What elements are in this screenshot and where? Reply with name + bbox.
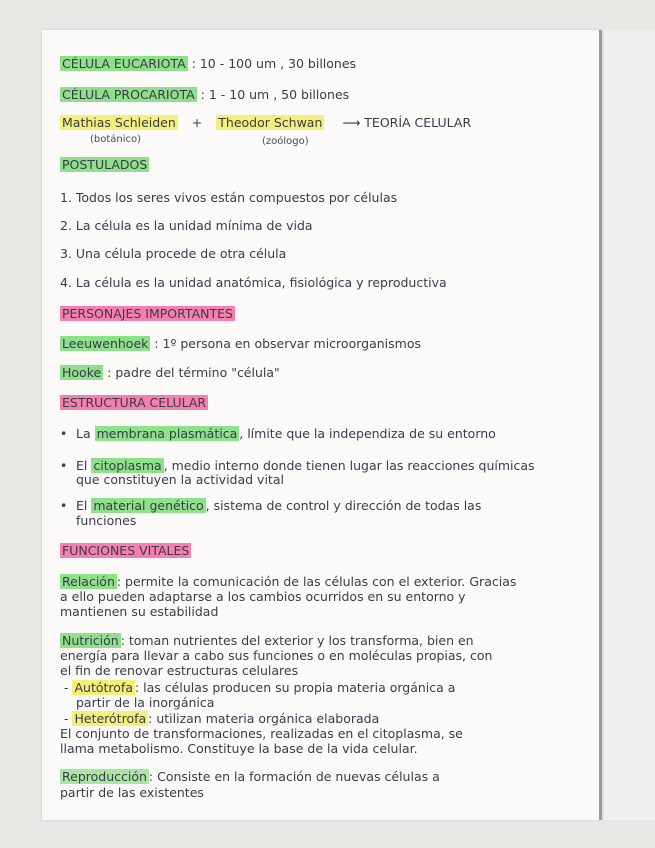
hooke-text: : padre del término "célula" <box>107 365 280 380</box>
leeuwenhoek-line <box>60 337 421 351</box>
material-line: • El material genético , sistema de control y dirección de todas las <box>60 498 482 513</box>
zoologo-note: (zoólogo) <box>262 136 309 147</box>
material-text: , sistema de control y dirección de todas las <box>205 498 482 513</box>
funciones-title: FUNCIONES VITALES <box>62 543 190 558</box>
estructura-title: ESTRUCTURA CELULAR <box>62 395 207 410</box>
citoplasma-line-2: que constituyen la actividad vital <box>76 472 284 487</box>
nutricion-line-1: Nutrición : toman nutrientes del exterior y los transforma, bien en <box>62 633 474 648</box>
nutricion-line-2: energía para llevar a cabo sus funciones o en moléculas propias, con <box>60 648 493 663</box>
page-edge <box>599 30 602 820</box>
postulado-1: 1. Todos los seres vivos están compuestos por células <box>60 190 398 205</box>
conjunto-line-1: El conjunto de transformaciones, realizadas en el citoplasma, se <box>60 726 463 741</box>
bullet: • <box>60 498 68 513</box>
plus-sign: + <box>191 115 203 130</box>
leeuwenhoek-label: Leeuwenhoek <box>62 336 149 351</box>
personajes-title: PERSONAJES IMPORTANTES <box>62 306 233 321</box>
heterotrofa-label: Heterótrofa <box>74 711 147 726</box>
postulado-2: 2. La célula es la unidad mínima de vida <box>60 218 313 233</box>
back-page-shadow <box>604 30 655 820</box>
citoplasma-line: • El citoplasma , medio interno donde tienen lugar las reacciones químicas <box>60 458 535 473</box>
nutricion-label: Nutrición <box>62 633 119 648</box>
autotrofa-label: Autótrofa <box>74 680 133 695</box>
relacion-line-3: mantienen su estabilidad <box>60 604 219 619</box>
material-label: material genético <box>93 498 204 513</box>
bullet: • <box>60 458 68 473</box>
reproduccion-line-2: partir de las existentes <box>60 785 204 800</box>
procariota-label: CÉLULA PROCARIOTA <box>62 87 195 102</box>
autotrofa-line-2: partir de la inorgánica <box>76 695 215 710</box>
autotrofa-line: - Autótrofa : las células producen su propia materia orgánica a <box>64 680 456 695</box>
postulado-4: 4. La célula es la unidad anatómica, fisiológica y reproductiva <box>60 275 447 290</box>
membrana-line: • La membrana plasmática , límite que la independiza de su entorno <box>60 426 496 441</box>
bullet: • <box>60 426 68 441</box>
schleiden-label: Mathias Schleiden <box>62 115 176 130</box>
material-line-2: funciones <box>76 513 137 528</box>
heterotrofa-line: - Heterótrofa : utilizan materia orgánica elaborada <box>64 711 380 726</box>
citoplasma-label: citoplasma <box>93 458 162 473</box>
eucariota-label: CÉLULA EUCARIOTA <box>62 56 186 71</box>
citoplasma-text: , medio interno donde tienen lugar las reacciones químicas <box>163 458 535 473</box>
hooke-label: Hooke <box>62 365 102 380</box>
reproduccion-line-1: Reproducción : Consiste en la formación de nuevas células a <box>62 769 440 784</box>
postulado-3: 3. Una célula procede de otra célula <box>60 246 287 261</box>
relacion-label: Relación <box>62 574 115 589</box>
reproduccion-label: Reproducción <box>62 769 147 784</box>
procariota-text: : 1 - 10 um , 50 billones <box>200 87 350 102</box>
leeuwenhoek-text: : 1º persona en observar microorganismos <box>154 336 421 351</box>
eucariota-text: : 10 - 100 um , 30 billones <box>191 56 357 71</box>
relacion-line-1: Relación : permite la comunicación de las células con el exterior. Gracias <box>62 574 517 589</box>
eucariota-line <box>60 57 356 71</box>
scientists-line <box>60 116 471 130</box>
botanico-note: (botánico) <box>90 134 142 145</box>
membrana-text: , límite que la independiza de su entorno <box>239 426 496 441</box>
nutricion-line-3: el fin de renovar estructuras celulares <box>60 663 299 678</box>
membrana-label: membrana plasmática <box>96 426 238 441</box>
relacion-line-2: a ello pueden adaptarse a los cambios ocurridos en su entorno y <box>60 589 466 604</box>
teoria-celular: ⟶ TEORÍA CELULAR <box>342 115 472 130</box>
hooke-line <box>60 366 280 380</box>
conjunto-line-2: llama metabolismo. Constituye la base de la vida celular. <box>60 741 418 756</box>
postulados-title: POSTULADOS <box>62 157 148 172</box>
schwan-label: Theodor Schwan <box>218 115 323 130</box>
procariota-line <box>60 88 349 102</box>
